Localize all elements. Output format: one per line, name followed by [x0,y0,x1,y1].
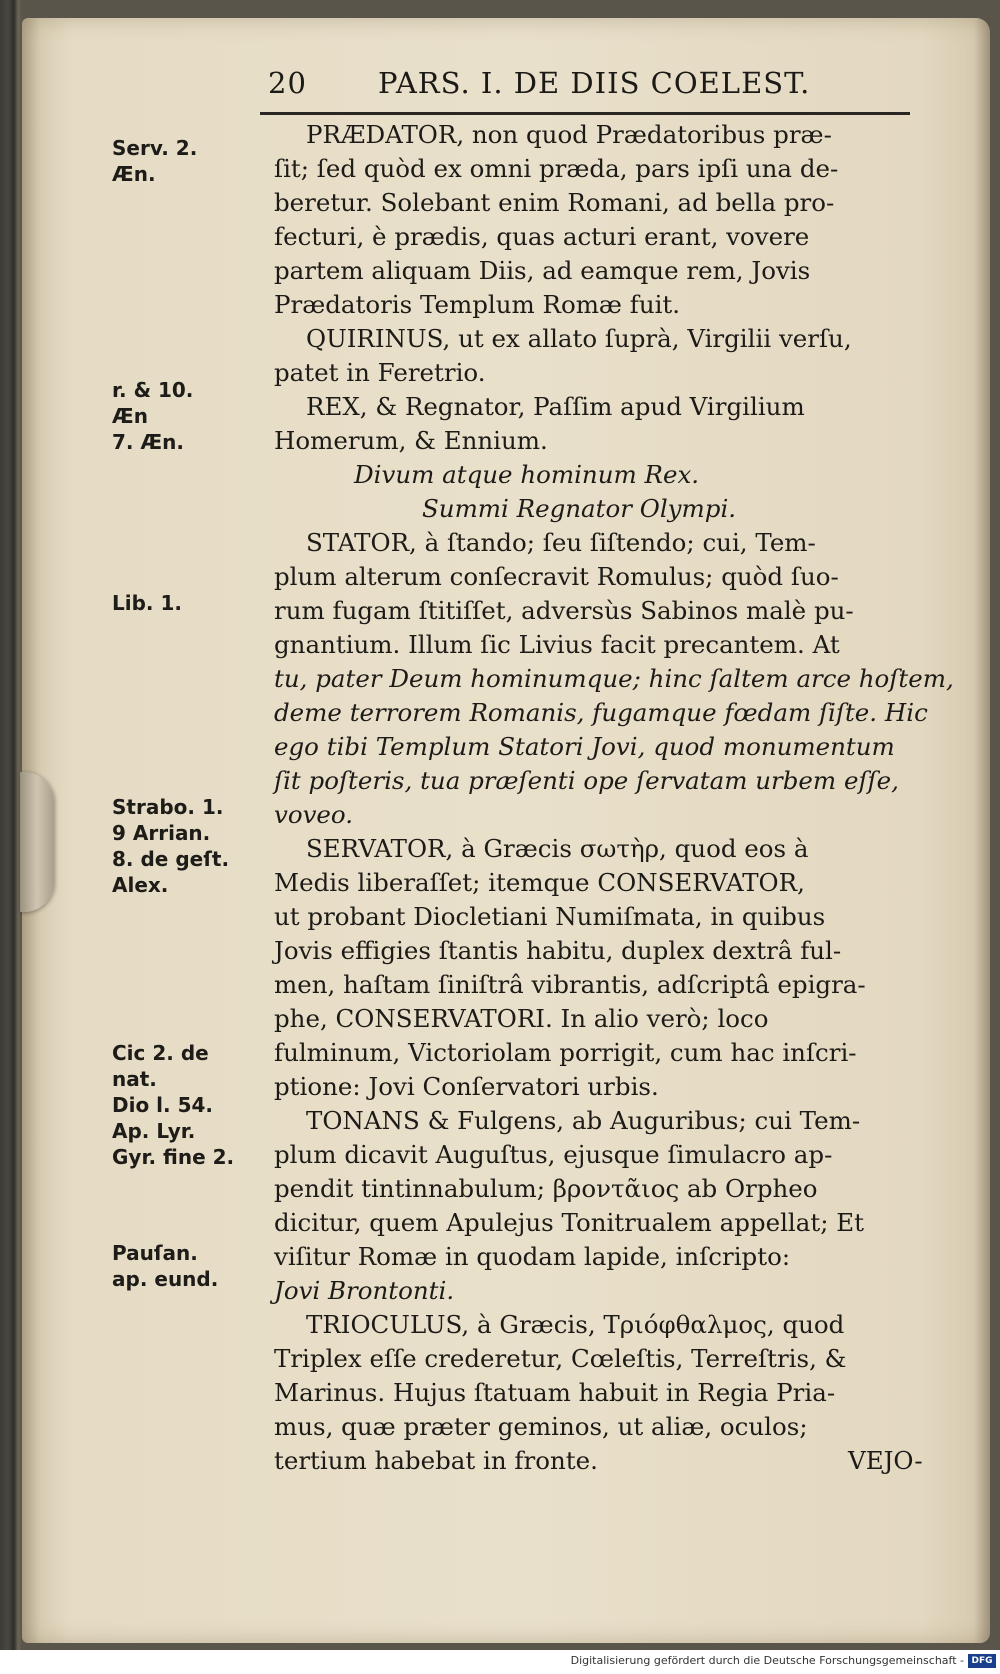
margin-note: Pauſan. ap. eund. [112,1241,219,1291]
body-line: Jovis effigies ſtantis habitu, duplex dextrâ ful- [274,936,842,965]
body-line: rum fugam ſtitiſſet, adversùs Sabinos malè pu- [274,596,854,625]
body-line: ptione: Jovi Conſervatori urbis. [274,1072,659,1101]
body-line: patet in Feretrio. [274,358,486,387]
body-line: Marinus. Hujus ſtatuam habuit in Regia Pria- [274,1378,836,1407]
digitization-footer [0,1650,1000,1674]
quote-line: Summi Regnator Olympi. [422,494,737,523]
book-clasp [20,772,54,912]
margin-note: Lib. 1. [112,591,182,615]
body-line: REX, & Regnator, Paſſim apud Virgilium [306,392,805,421]
body-line: SERVATOR, à Græcis σωτὴρ, quod eos à [306,834,809,863]
body-line: tu, pater Deum hominumque; hinc ſaltem arce hoſtem, [274,664,954,693]
body-line: fulminum, Victoriolam porrigit, cum hac inſcri- [274,1038,857,1067]
body-line: PRÆDATOR, non quod Prædatoribus præ- [306,120,832,149]
page-header [268,66,908,106]
body-line: Homerum, & Ennium. [274,426,548,455]
body-line: plum dicavit Auguſtus, ejusque ſimulacro ap- [274,1140,833,1169]
body-line: Prædatoris Templum Romæ fuit. [274,290,681,319]
page-number: 20 [268,66,307,100]
margin-note: Cic 2. de nat. Dio l. 54. Ap. Lyr. Gyr. fine 2. [112,1041,235,1169]
margin-note: Strabo. 1. 9 Arrian. 8. de geſt. Alex. [112,795,230,897]
body-line: STATOR, à ſtando; ſeu ſiſtendo; cui, Tem- [306,528,816,557]
body-line: partem aliquam Diis, ad eamque rem, Jovis [274,256,811,285]
body-line: plum alterum conſecravit Romulus; quòd ſuo- [274,562,839,591]
body-line: viſitur Romæ in quodam lapide, inſcripto: [274,1242,791,1271]
running-title: PARS. I. DE DIIS COELEST. [378,66,811,100]
page-edge-shadow [974,18,990,1643]
header-rule [260,112,910,115]
body-line: men, haſtam ſiniſtrâ vibrantis, adſcriptâ epigra- [274,970,866,999]
body-line: ut probant Diocletiani Numiſmata, in quibus [274,902,826,931]
dfg-logo: DFG [968,1654,996,1668]
body-line: beretur. Solebant enim Romani, ad bella pro- [274,188,835,217]
body-line: deme terrorem Romanis, fugamque fœdam ſiſte. Hic [274,698,928,727]
margin-note: r. & 10. Æn 7. Æn. [112,378,194,454]
body-line: ſit poſteris, tua præſenti ope ſervatam urbem eſſe, [274,766,899,795]
margin-note: Serv. 2. Æn. [112,136,198,186]
body-line: Medis liberaſſet; itemque CONSERVATOR, [274,868,805,897]
body-line: QUIRINUS, ut ex allato ſuprà, Virgilii verſu, [306,324,852,353]
body-line: ſit; ſed quòd ex omni præda, pars ipſi una de- [274,154,839,183]
body-line: Triplex eſſe crederetur, Cœleſtis, Terreſtris, & [274,1344,847,1373]
body-line: dicitur, quem Apulejus Tonitrualem appellat; Et [274,1208,864,1237]
body-line: tertium habebat in fronte. [274,1446,598,1475]
body-line: Jovi Brontonti. [274,1276,455,1305]
quote-line: Divum atque hominum Rex. [354,460,700,489]
body-line: TRIOCULUS, à Græcis, Τριόφθαλμος, quod [306,1310,845,1339]
body-line: TONANS & Fulgens, ab Auguribus; cui Tem- [306,1106,861,1135]
catchword: VEJO- [848,1446,923,1475]
body-line: mus, quæ præter geminos, ut aliæ, oculos; [274,1412,808,1441]
body-line: fecturi, è prædis, quas acturi erant, vovere [274,222,810,251]
body-line: gnantium. Illum ſic Livius facit precantem. At [274,630,840,659]
body-line: voveo. [274,800,354,829]
body-line: phe, CONSERVATORI. In alio verò; loco [274,1004,769,1033]
footer-credit: Digitalisierung gefördert durch die Deutsche Forschungsgemeinschaft - [570,1654,964,1667]
body-line: ego tibi Templum Statori Jovi, quod monumentum [274,732,895,761]
body-line: pendit tintinnabulum; βροντᾶιος ab Orpheo [274,1174,818,1203]
